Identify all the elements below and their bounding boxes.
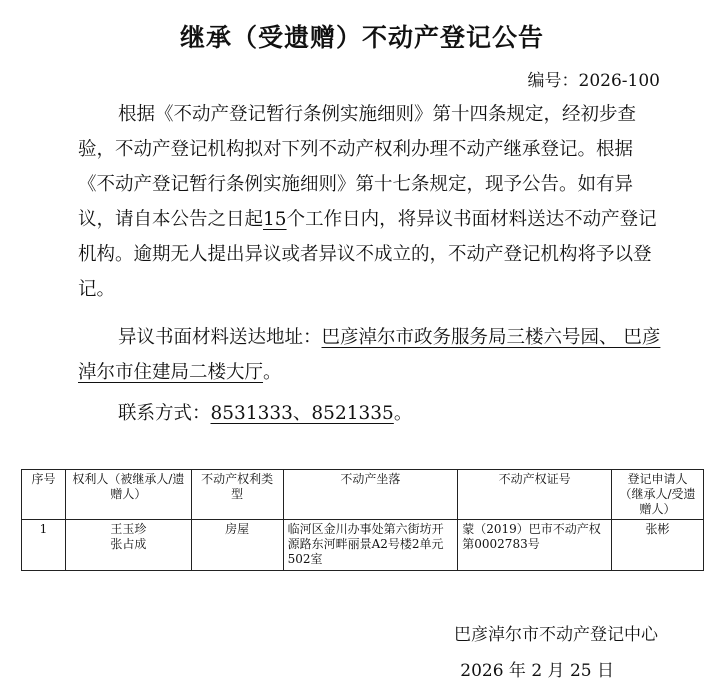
row-type: 房屋 <box>191 520 283 571</box>
issue-date: 2026 年 2 月 25 日 <box>460 661 614 681</box>
header-applicant: 登记申请人（继承人/受遗赠人） <box>612 470 704 520</box>
table-row <box>22 520 704 571</box>
row-cert: 蒙（2019）巴市不动产权第0002783号 <box>458 520 612 571</box>
header-holder: 权利人（被继承人/遗赠人） <box>65 470 191 520</box>
notice-paragraph <box>78 97 668 307</box>
issuing-organization: 巴彦淖尔市不动产登记中心 <box>454 625 658 645</box>
header-location: 不动产坐落 <box>283 470 458 520</box>
header-type: 不动产权利类型 <box>191 470 283 520</box>
holder-name: 张占成 <box>110 537 147 551</box>
page-title: 继承（受遗赠）不动产登记公告 <box>179 23 544 52</box>
holder-name: 王玉珍 <box>110 522 147 536</box>
table-header-row <box>22 470 704 520</box>
address-end: 。 <box>263 362 282 383</box>
row-no: 1 <box>22 520 66 571</box>
contact-label: 联系方式： <box>118 403 211 424</box>
contact-end: 。 <box>393 403 413 424</box>
registration-table <box>21 469 704 571</box>
address-label: 异议书面材料送达地址： <box>118 327 322 348</box>
contact-paragraph <box>78 396 668 431</box>
row-holders <box>65 520 191 571</box>
objection-days: 15 <box>263 209 287 230</box>
contact-phones: 8531333、8521335 <box>210 403 394 424</box>
document-number: 编号：2026-100 <box>527 71 660 91</box>
row-applicant: 张彬 <box>612 520 704 571</box>
notice-text-end: 个工作日内，将异议书面材料送达不动产登记机构。逾期无人提出异议或者异议不成立的，不动产登记机构将予以登记。 <box>78 209 657 300</box>
header-cert: 不动产权证号 <box>458 470 612 520</box>
row-location: 临河区金川办事处第六街坊开源路东河畔丽景A2号楼2单元502室 <box>283 520 458 571</box>
objection-address: 巴彦淖尔市政务服务局三楼六号园、 巴彦淖尔市住建局二楼大厅 <box>78 327 661 383</box>
notice-text-start: 根据《不动产登记暂行条例实施细则》第十四条规定，经初步查验，不动产登记机构拟对下列不动产权利办理不动产继承登记。根据《不动产登记暂行条例实施细则》第十七条规定，现予公告。如有异议，请自本公告之日起 <box>78 104 637 230</box>
address-paragraph <box>78 320 668 390</box>
header-no: 序号 <box>22 470 66 520</box>
